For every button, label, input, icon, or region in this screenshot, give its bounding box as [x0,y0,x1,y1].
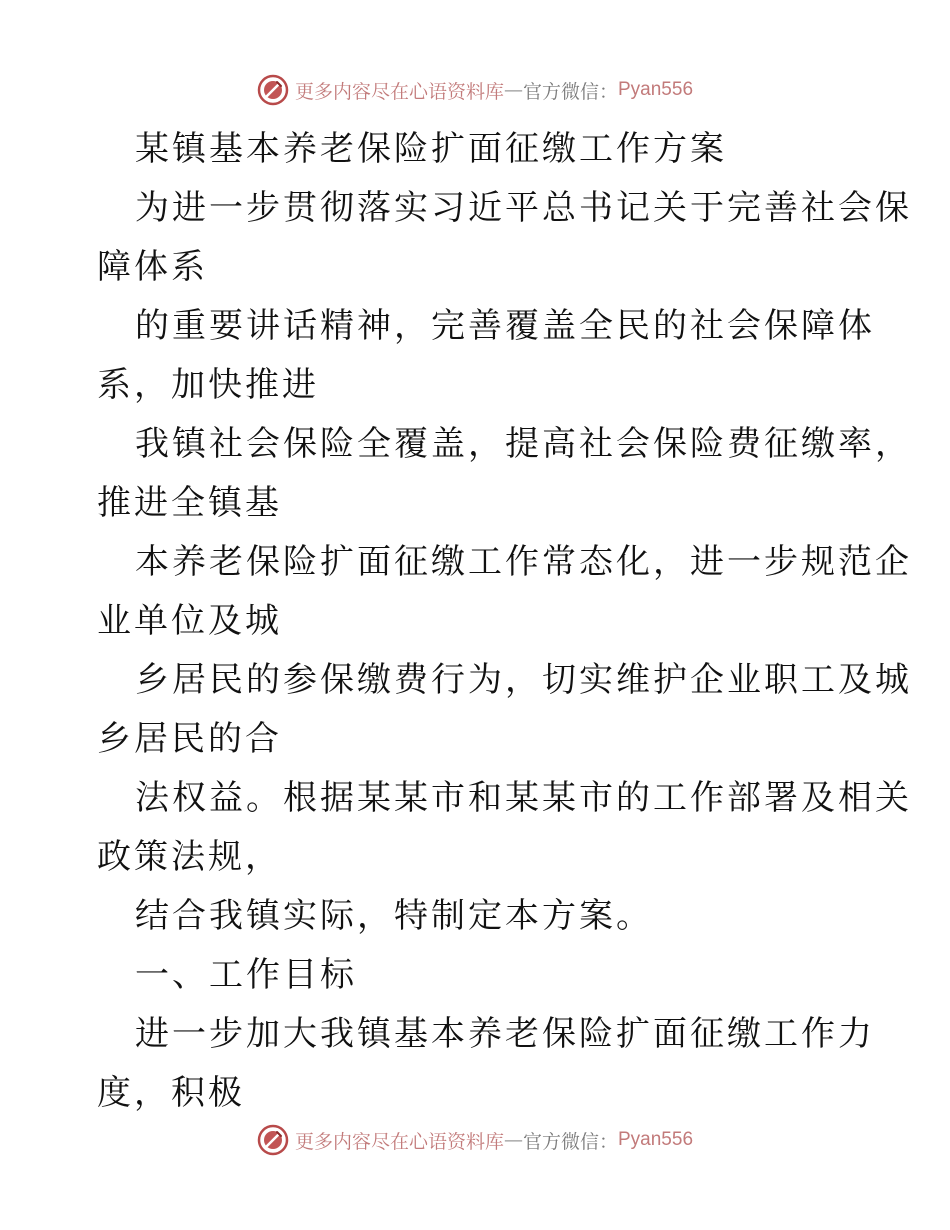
document-line: 法权益。根据某某市和某某市的工作部署及相关 [135,778,912,818]
document-line: 业单位及城 [97,601,282,641]
document-line: 政策法规， [97,837,282,877]
watermark-separator: — [503,1129,523,1151]
document-line: 系，加快推进 [97,365,319,405]
watermark-text: 更多内容尽在心语资料库 [294,1130,504,1153]
watermark-text: 更多内容尽在心语资料库 [294,80,504,103]
watermark-id: Pyan556 [618,79,694,100]
document-line: 为进一步贯彻落实习近平总书记关于完善社会保 [135,188,912,228]
logo-icon [257,74,289,106]
document-line: 障体系 [97,247,208,287]
document-line: 乡居民的合 [97,719,282,759]
watermark-separator: — [503,79,523,101]
document-body [97,120,912,1123]
watermark-banner-bottom [0,1120,950,1160]
document-line: 某镇基本养老保险扩面征缴工作方案 [135,129,727,169]
watermark-label: 官方微信： [522,1130,618,1153]
document-line: 乡居民的参保缴费行为，切实维护企业职工及城 [135,660,912,700]
document-line: 推进全镇基 [97,483,282,523]
document-line: 进一步加大我镇基本养老保险扩面征缴工作力 [135,1014,875,1054]
document-line: 结合我镇实际，特制定本方案。 [135,896,653,936]
watermark-id: Pyan556 [618,1129,694,1150]
logo-icon [257,1124,289,1156]
document-line: 一、工作目标 [135,955,357,995]
document-line: 我镇社会保险全覆盖，提高社会保险费征缴率， [135,424,912,464]
document-line: 的重要讲话精神，完善覆盖全民的社会保障体 [135,306,875,346]
watermark-label: 官方微信： [522,80,618,103]
watermark-banner-top [0,70,950,110]
document-line: 度，积极 [97,1073,245,1113]
document-line: 本养老保险扩面征缴工作常态化，进一步规范企 [135,542,912,582]
